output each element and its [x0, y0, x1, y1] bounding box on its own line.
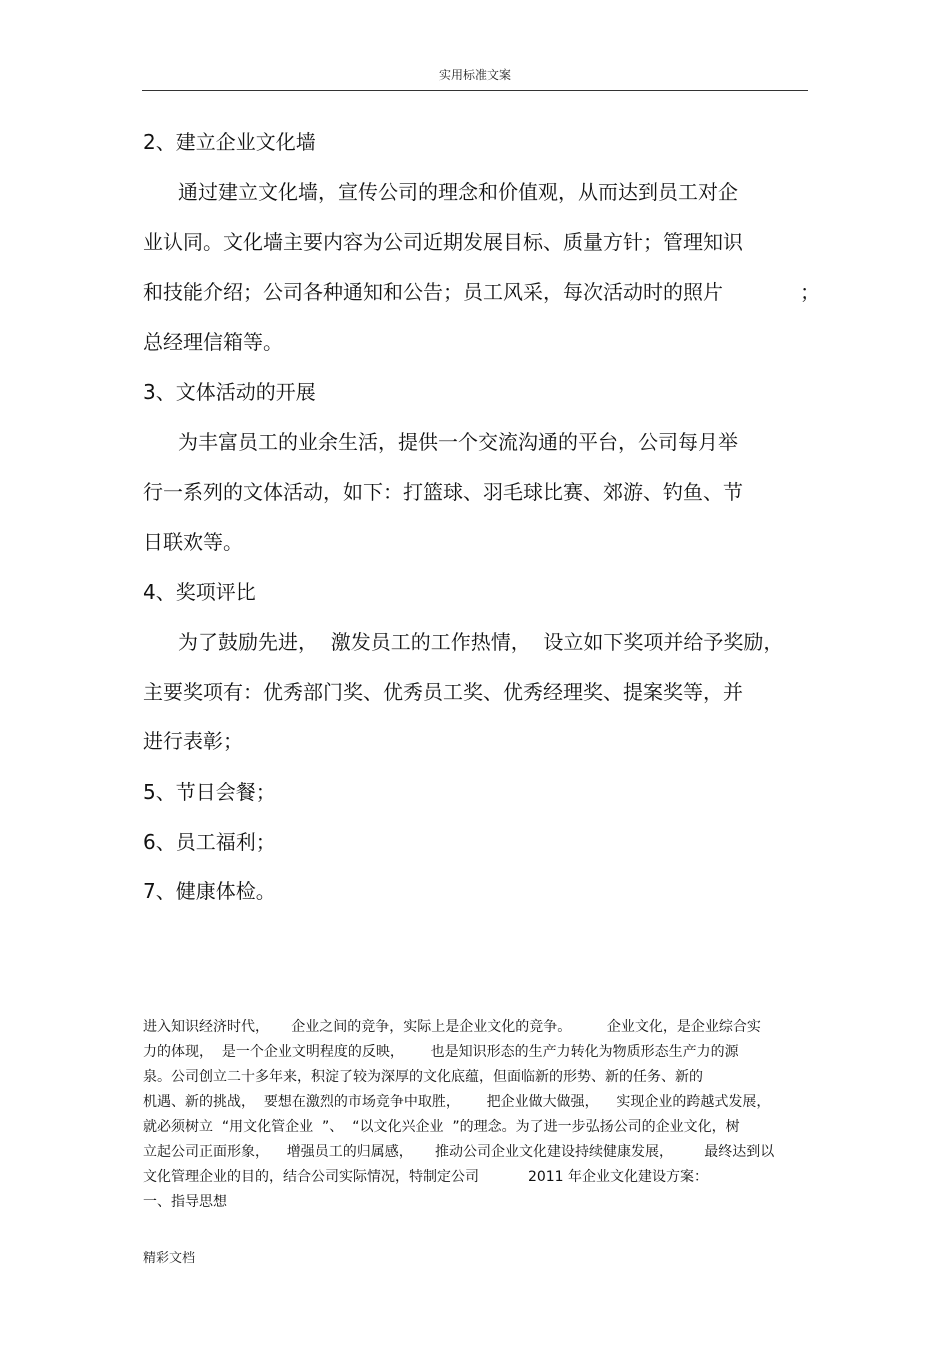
intro-line: 立起公司正面形象， 增强员工的归属感， 推动公司企业文化建设持续健康发展， 最终达到以 [143, 1144, 775, 1160]
intro-line: 进入知识经济时代， 企业之间的竞争，实际上是企业文化的竞争。 企业文化，是企业综合实 [143, 1019, 761, 1035]
header-divider [142, 90, 808, 91]
paragraph-line: 为丰富员工的业余生活，提供一个交流沟通的平台，公司每月举 [178, 430, 738, 454]
intro-line: 文化管理企业的目的，结合公司实际情况，特制定公司 2011 年企业文化建设方案： [143, 1169, 709, 1185]
trailing-semicolon: ； [800, 280, 820, 304]
paragraph-line: 为了鼓励先进， 激发员工的工作热情， 设立如下奖项并给予奖励， [178, 630, 784, 654]
section-heading-3: 3、文体活动的开展 [143, 380, 316, 404]
intro-line: 就必须树立 “用文化管企业 ”、 “以文化兴企业 ”的理念。为了进一步弘扬公司的企业文化，树 [143, 1119, 740, 1135]
section-heading-7: 7、健康体检。 [143, 879, 276, 903]
section-heading-4: 4、奖项评比 [143, 580, 256, 604]
section-heading-6: 6、员工福利； [143, 830, 276, 854]
paragraph-line: 和技能介绍；公司各种通知和公告；员工风采，每次活动时的照片 [143, 280, 723, 304]
paragraph-line: 日联欢等。 [143, 530, 243, 554]
paragraph-line: 通过建立文化墙，宣传公司的理念和价值观，从而达到员工对企 [178, 180, 738, 204]
page-header-title: 实用标准文案 [438, 68, 511, 82]
section-heading-2: 2、建立企业文化墙 [143, 130, 316, 154]
paragraph-line: 业认同。文化墙主要内容为公司近期发展目标、质量方针；管理知识 [143, 230, 743, 254]
paragraph-line: 进行表彰； [143, 729, 243, 753]
section-heading-5: 5、节日会餐； [143, 780, 276, 804]
intro-line: 机遇、新的挑战， 要想在激烈的市场竞争中取胜， 把企业做大做强， 实现企业的跨越式发展， [143, 1094, 771, 1110]
paragraph-line: 总经理信箱等。 [143, 330, 283, 354]
intro-line: 力的体现， 是一个企业文明程度的反映， 也是知识形态的生产力转化为物质形态生产力的源 [143, 1044, 739, 1060]
paragraph-line: 主要奖项有：优秀部门奖、优秀员工奖、优秀经理奖、提案奖等，并 [143, 680, 743, 704]
intro-line: 一、指导思想 [143, 1194, 227, 1210]
intro-line: 泉。公司创立二十多年来，积淀了较为深厚的文化底蕴，但面临新的形势、新的任务、新的 [143, 1069, 703, 1085]
page-footer: 精彩文档 [143, 1251, 196, 1266]
paragraph-line: 行一系列的文体活动，如下：打篮球、羽毛球比赛、郊游、钓鱼、节 [143, 480, 743, 504]
